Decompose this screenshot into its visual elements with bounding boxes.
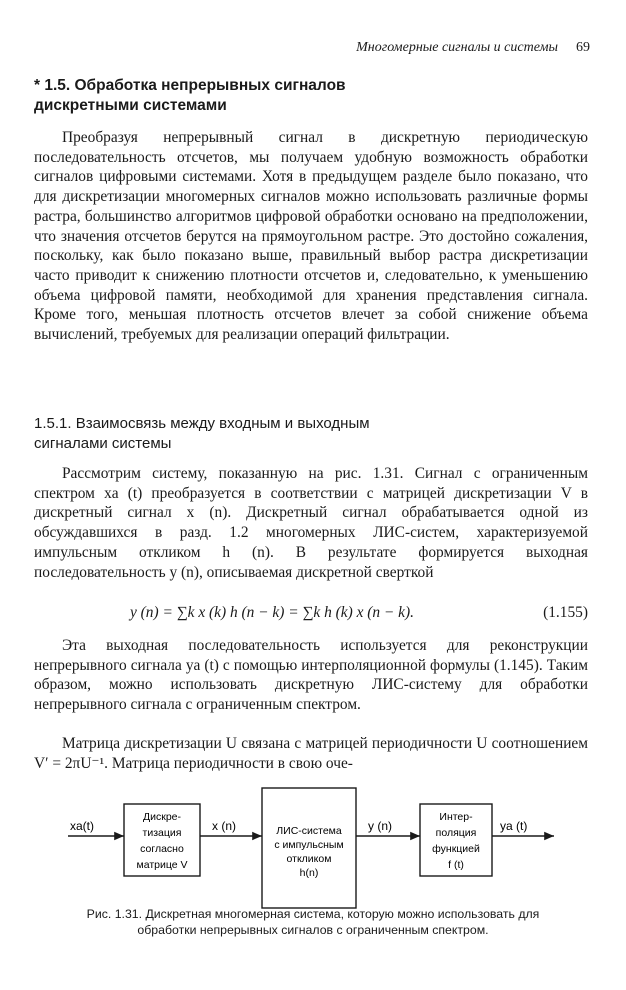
block-diagram [64, 784, 584, 914]
interp-block-line3: функцией [432, 843, 480, 855]
block-diagram-svg [64, 784, 584, 914]
interp-block-line4: f (t) [448, 859, 464, 871]
paragraph-intro: Преобразуя непрерывный сигнал в дискретную периодическую последовательность отсчетов, мы получаем удобную возможность обработки сигналов цифровыми системами. Хотя в предыдущем разделе было показано, что для дискретизации многомерных сигналов можно использовать различные формы растра, большинство алгоритмов цифровой обработки основано на предположении, что значения отсчетов берутся на прямоугольном растре. Это достойно сожаления, поскольку, как было показано выше, правильный выбор растра дискретизации часто приводит к снижению плотности отсчетов и, следовательно, к уменьшению объема цифровой памяти, необходимой для хранения представления сигнала. Кроме того, меньшая плотность отсчетов влечет за собой снижение объема вычислений, требуемых для реализации операций фильтрации. [34, 129, 588, 344]
page-header [300, 40, 590, 56]
subsection-title-line2: сигналами системы [34, 435, 172, 452]
equation-number: (1.155) [543, 604, 588, 621]
output-label: ya (t) [500, 819, 528, 833]
caption-line2: обработки непрерывных сигналов с ограниченным спектром. [137, 923, 489, 937]
section-title-line2: дискретными системами [34, 97, 227, 114]
equation-1-155 [34, 604, 588, 632]
interp-block-line1: Интер- [439, 811, 473, 823]
lsi-block-line3: откликом [286, 853, 332, 865]
sampling-block-line3: согласно [140, 843, 184, 855]
lsi-block-line4: h(n) [299, 867, 319, 879]
signal-x-label: x (n) [212, 819, 236, 833]
paragraph-sampling-matrix: Матрица дискретизации U связана с матрицей периодичности U соотношением V′ = 2πU⁻¹. Матрица периодичности в свою оче- [34, 735, 588, 772]
section-title [34, 76, 554, 116]
sampling-block-line2: тизация [142, 827, 182, 839]
caption-line1: Рис. 1.31. Дискретная многомерная система, которую можно использовать для [86, 907, 540, 921]
page-number: 69 [576, 40, 590, 55]
running-title: Многомерные сигналы и системы [356, 40, 558, 55]
lsi-block-line1: ЛИС-система [276, 825, 342, 837]
interp-block-line2: поляция [435, 827, 477, 839]
signal-y-label: y (n) [368, 819, 392, 833]
input-label: xa(t) [70, 819, 94, 833]
figure-caption [34, 906, 592, 938]
lsi-block-line2: с импульсным [274, 839, 344, 851]
paragraph-reconstruction: Эта выходная последовательность используется для реконструкции непрерывного сигнала ya (t) с помощью интерполяционной формулы (1.145). Таким образом, можно использовать дискретную ЛИС-систему для обработки непрерывного сигнала с ограниченным спектром. [34, 637, 588, 714]
subsection-title [34, 414, 554, 454]
sampling-block-line1: Дискре- [143, 811, 181, 823]
sampling-block-line4: матрице V [136, 859, 188, 871]
subsection-title-line1: 1.5.1. Взаимосвязь между входным и выходным [34, 415, 370, 432]
section-title-line1: * 1.5. Обработка непрерывных сигналов [34, 77, 346, 94]
paragraph-system-description: Рассмотрим систему, показанную на рис. 1.31. Сигнал с ограниченным спектром xa (t) преобразуется в соответствии с матрицей дискретизации V в дискретный сигнал x (n). Дискретный сигнал обрабатывается одной из обсуждавшихся в разд. 1.2 многомерных ЛИС-систем, характеризуемой импульсным откликом h (n). В результате формируется выходная последовательность y (n), описываемая дискретной сверткой [34, 465, 588, 581]
equation-body: y (n) = ∑k x (k) h (n − k) = ∑k h (k) x (n − k). [130, 604, 414, 621]
